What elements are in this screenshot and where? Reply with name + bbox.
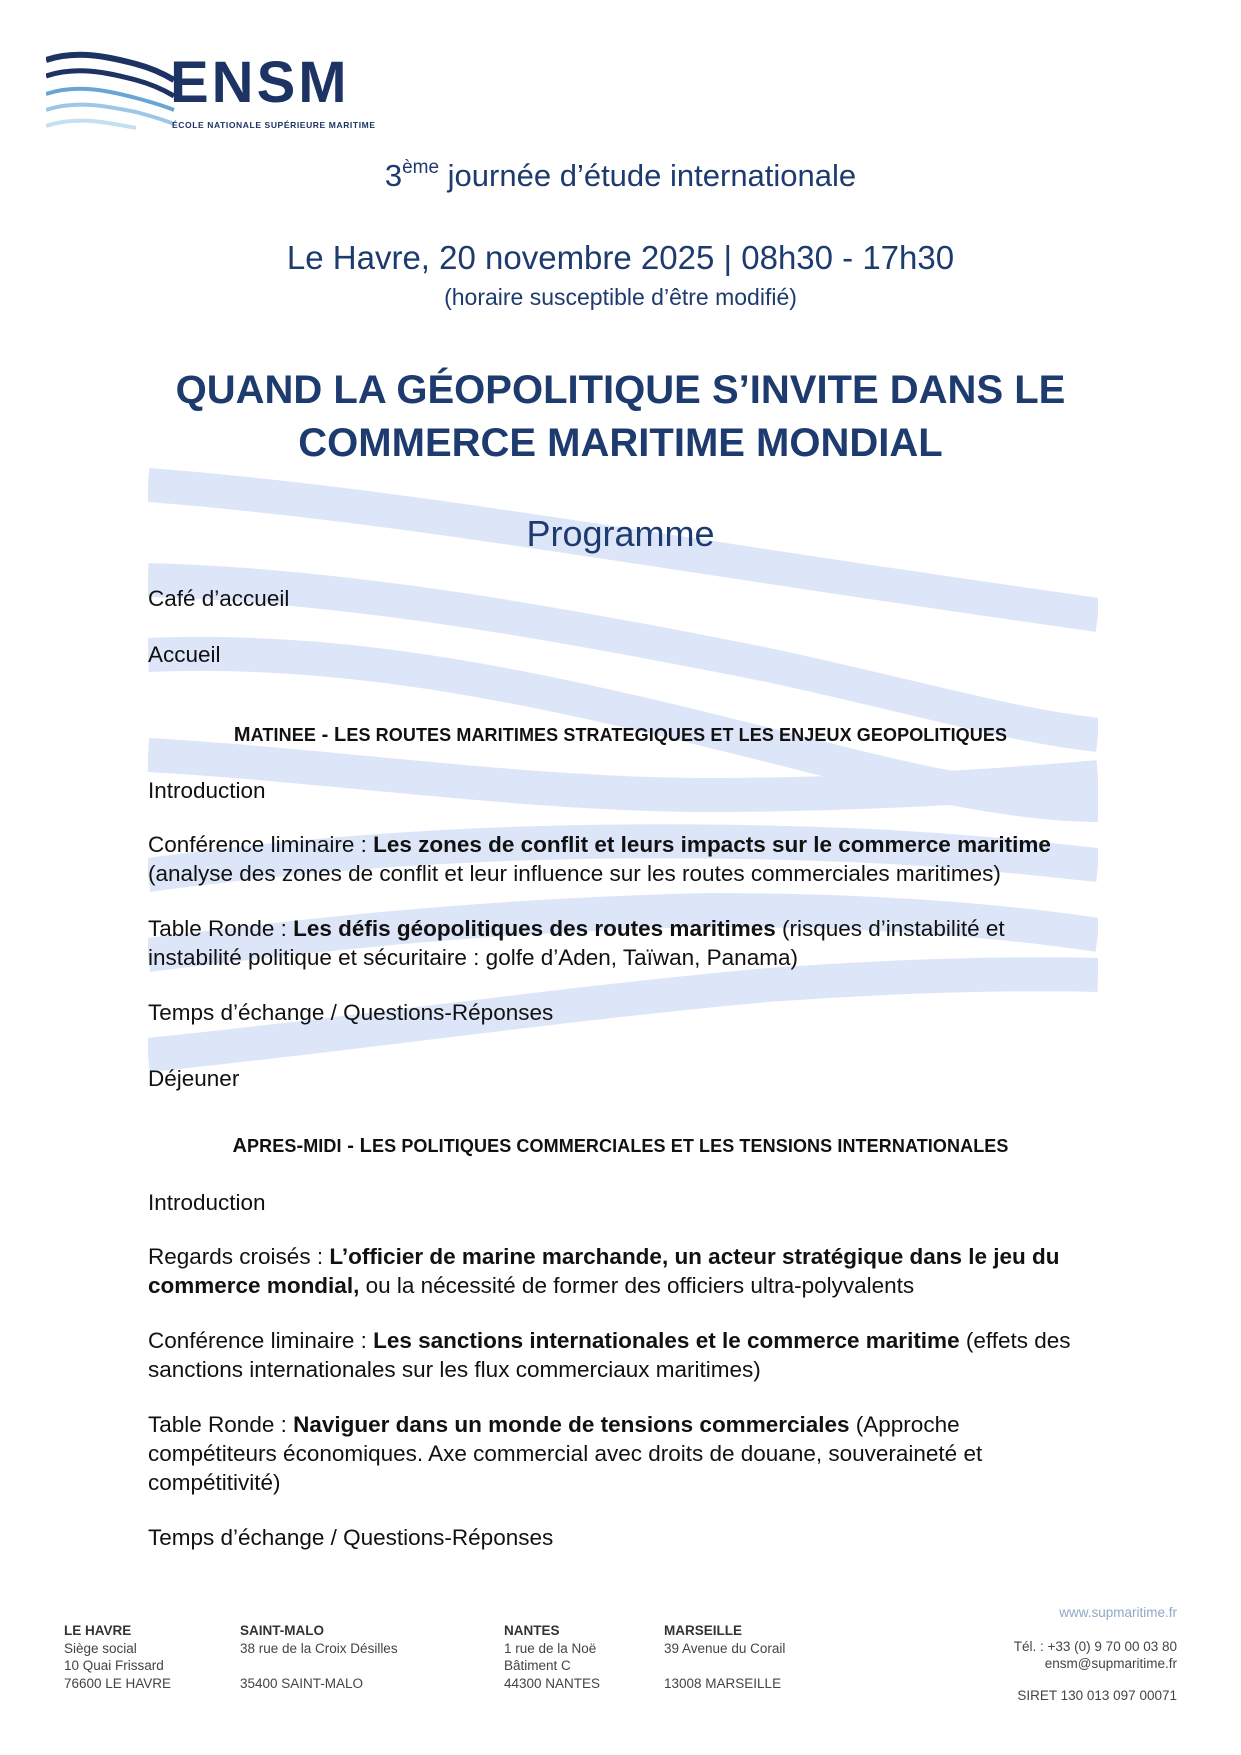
schedule-note: (horaire susceptible d’être modifié) — [444, 284, 797, 310]
conference-label: Conférence liminaire : — [148, 1328, 374, 1353]
edition-number: 3 — [384, 158, 403, 193]
title-line-1: QUAND LA GÉOPOLITIQUE S’INVITE DANS LE — [175, 368, 1066, 412]
round-table-desc-1: (Approche — [849, 1412, 960, 1437]
round-table-title: Les défis géopolitiques des routes maritimes — [293, 916, 776, 941]
morning-intro: Introduction — [148, 778, 266, 803]
ensm-logo — [46, 50, 406, 136]
round-table-desc-3: compétitivité) — [148, 1470, 281, 1495]
title-line-2: COMMERCE MARITIME MONDIAL — [298, 421, 943, 465]
regards-description: ou la nécessité de former des officiers ultra-polyvalents — [359, 1273, 915, 1298]
footer-line: 38 rue de la Croix Désilles — [240, 1640, 398, 1656]
afternoon-exchange: Temps d’échange / Questions-Réponses — [148, 1525, 554, 1550]
conference-label: Conférence liminaire : — [148, 832, 374, 857]
edition-text: journée d’étude internationale — [447, 158, 857, 193]
afternoon-heading-small-2: ES POLITIQUES COMMERCIALES ET LES TENSIONS INTERNATIONALES — [372, 1136, 1009, 1156]
afternoon-heading-cap: A — [232, 1135, 248, 1157]
conference-description: (analyse des zones de conflit et leur influence sur les routes commerciales maritimes) — [148, 861, 1001, 886]
footer-line: 76600 LE HAVRE — [64, 1675, 172, 1691]
event-title — [120, 364, 1121, 470]
footer-city: SAINT-MALO — [240, 1623, 324, 1638]
round-table-label: Table Ronde : — [148, 916, 294, 941]
morning-heading-cap: M — [233, 724, 251, 746]
afternoon-heading-small-1b: MIDI — [303, 1136, 342, 1156]
morning-exchange: Temps d’échange / Questions-Réponses — [148, 1000, 554, 1025]
conference-title: Les zones de conflit et leurs impacts sur le commerce maritime — [373, 832, 1051, 857]
morning-heading-small-2: ES ROUTES MARITIMES STRATEGIQUES ET LES ENJEUX GEOPOLITIQUES — [346, 725, 1008, 745]
phone-number: Tél. : +33 (0) 9 70 00 03 80 — [1013, 1638, 1177, 1654]
regards-title-2: commerce mondial, — [148, 1273, 360, 1298]
morning-heading-dash: - L — [315, 724, 347, 746]
round-table-desc-1: (risques d’instabilité et — [775, 916, 1005, 941]
afternoon-heading-small-1: PRES — [247, 1136, 297, 1156]
waves-logo-icon — [46, 50, 176, 136]
logo-tagline: ÉCOLE NATIONALE SUPÉRIEURE MARITIME — [172, 120, 376, 130]
round-table-title: Naviguer dans un monde de tensions commerciales — [293, 1412, 850, 1437]
afternoon-conference — [148, 1326, 1108, 1384]
conference-desc-2: sanctions internationales sur les flux commerciaux maritimes) — [148, 1357, 761, 1382]
footer-line: 10 Quai Frissard — [64, 1658, 164, 1673]
footer-line: 35400 SAINT-MALO — [240, 1675, 364, 1691]
afternoon-heading-dash: - L — [341, 1135, 372, 1157]
edition-line — [0, 157, 1241, 194]
footer-city: NANTES — [504, 1623, 560, 1638]
afternoon-section-heading — [148, 1135, 1093, 1158]
afternoon-heading-hyphen: - — [296, 1135, 304, 1157]
footer-le-havre — [64, 1622, 171, 1692]
footer-line: 1 rue de la Noë — [504, 1640, 597, 1656]
footer-saint-malo — [240, 1622, 398, 1692]
footer-city: LE HAVRE — [64, 1623, 132, 1638]
footer-line: Siège social — [64, 1640, 137, 1656]
conference-title: Les sanctions internationales et le commerce maritime — [373, 1328, 960, 1353]
conference-desc-1: (effets des — [959, 1328, 1071, 1353]
email-link[interactable]: ensm@supmaritime.fr — [1044, 1656, 1177, 1671]
morning-section-heading — [148, 724, 1093, 747]
siret-number: SIRET 130 013 097 00071 — [1017, 1687, 1177, 1703]
round-table-label: Table Ronde : — [148, 1412, 294, 1437]
footer-line: 44300 NANTES — [504, 1675, 601, 1691]
afternoon-intro: Introduction — [148, 1190, 266, 1215]
website-link[interactable]: www.supmaritime.fr — [1059, 1605, 1177, 1620]
lunch-item: Déjeuner — [148, 1066, 240, 1091]
morning-conference — [148, 830, 1108, 888]
logo-wordmark: ENSM — [170, 50, 350, 115]
morning-heading-small-1: ATINEE — [250, 725, 316, 745]
regards-croises — [148, 1242, 1108, 1300]
accueil-item: Accueil — [148, 642, 221, 667]
round-table-desc-2: instabilité politique et sécuritaire : golfe d’Aden, Taïwan, Panama) — [148, 945, 798, 970]
morning-round-table — [148, 914, 1108, 972]
programme-heading: Programme — [526, 513, 715, 554]
footer-marseille — [664, 1622, 785, 1692]
footer-line: Bâtiment C — [504, 1658, 571, 1673]
footer-nantes — [504, 1622, 600, 1692]
footer-line: 13008 MARSEILLE — [664, 1675, 782, 1691]
cafe-item: Café d’accueil — [148, 586, 290, 611]
round-table-desc-2: compétiteurs économiques. Axe commercial avec droits de douane, souveraineté et — [148, 1441, 983, 1466]
footer-contact — [917, 1604, 1177, 1704]
afternoon-round-table — [148, 1410, 1108, 1497]
footer-city: MARSEILLE — [664, 1623, 743, 1638]
footer-line: 39 Avenue du Corail — [664, 1640, 786, 1656]
edition-suffix: ème — [402, 157, 440, 178]
event-dateline: Le Havre, 20 novembre 2025 | 08h30 - 17h30 — [286, 239, 955, 276]
regards-title-1: L’officier de marine marchande, un acteur stratégique dans le jeu du — [329, 1244, 1060, 1269]
regards-label: Regards croisés : — [148, 1244, 330, 1269]
